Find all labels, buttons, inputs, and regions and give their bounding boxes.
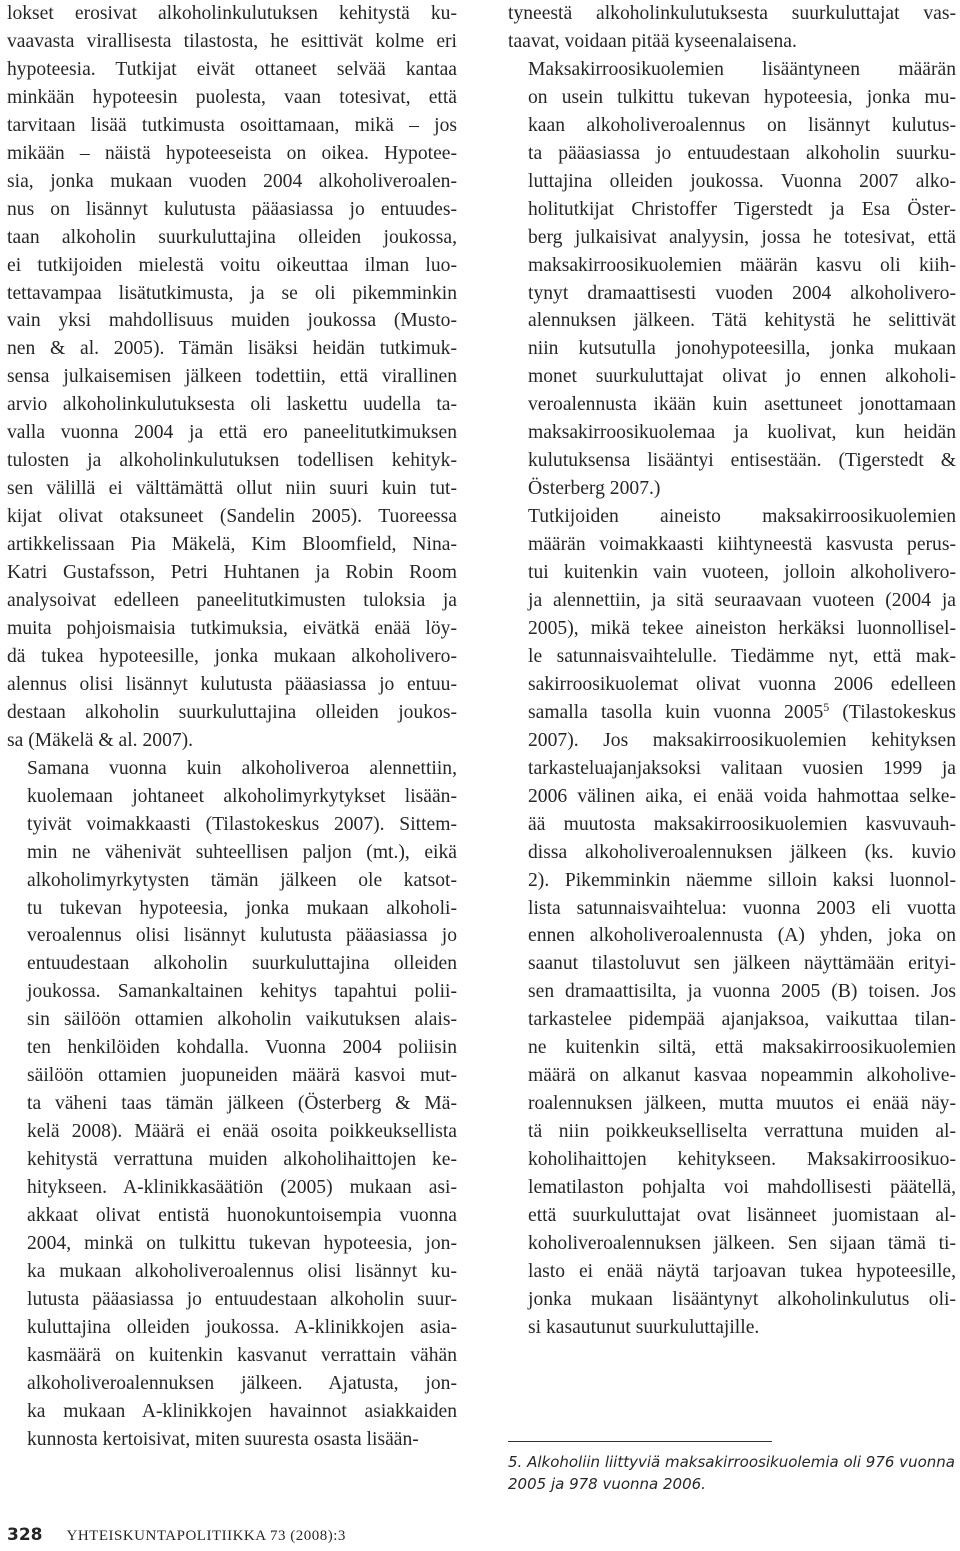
text-line: sensa julkaisemisen jälkeen todettiin, että virallinen — [7, 366, 457, 388]
text-line: Samana vuonna kuin alkoholiveroa alennettiin, — [27, 757, 457, 779]
text-line: mikään – näistä hypoteeseista on oikea. Hypotee- — [7, 142, 457, 164]
text-line: joukossa. Samankaltainen kehitys tapahtui polii- — [27, 981, 457, 1003]
text-line: akkaat olivat entistä huonokuntoisempia vuonna — [27, 1204, 457, 1226]
text-line: 2). Pikemminkin näemme silloin kaksi luonnol- — [528, 869, 956, 891]
text-line: tyivät voimakkaasti (Tilastokeskus 2007). Sittem- — [27, 813, 457, 835]
text-line: veroalennus olisi lisännyt kulutusta pääasiassa jo — [27, 925, 457, 947]
text-line: luttajina olleiden joukossa. Vuonna 2007 alko- — [528, 170, 956, 192]
paragraph — [508, 503, 956, 1342]
text-line: tu tukevan hypoteesia, jonka mukaan alkoholi- — [27, 897, 457, 919]
text-line: kulutuksensa lisääntyi entisestään. (Tigerstedt & — [528, 450, 956, 472]
text-line: tarvitaan lisää tutkimusta osoittamaan, mikä – jos — [7, 114, 457, 136]
text-line: ei tutkijoiden mielestä voitu oikeuttaa ilman luo- — [7, 254, 457, 276]
text-line: alennus olisi lisännyt kulutusta pääasiassa jo entuu- — [7, 673, 457, 695]
text-line: ta väheni taas tämän jälkeen (Österberg & Mä- — [27, 1093, 457, 1115]
text-line: dissa alkoholiveroalennuksen jälkeen (ks. kuvio — [528, 841, 956, 863]
text-line: määrän voimakkaasti kiihtyneestä kasvusta perus- — [528, 534, 956, 556]
text-line: valla vuonna 2004 ja että ero paneelitutkimuksen — [7, 422, 457, 444]
text-line: 2004, minkä on tulkittu tukevan hypoteesia, jon- — [27, 1232, 457, 1254]
text-line: tettavampaa lisätutkimusta, ja se oli pikemminkin — [7, 282, 457, 304]
journal-name: YHTEISKUNTAPOLITIIKKA 73 (2008):3 — [66, 1528, 346, 1544]
text-line: sen dramaattisilta, ja vuonna 2005 (B) toisen. Jos — [528, 981, 956, 1003]
text-line: hitykseen. A-klinikkasäätiön (2005) mukaan asi- — [27, 1177, 457, 1199]
text-line: ka mukaan alkoholiveroalennus olisi lisännyt ku- — [27, 1260, 457, 1282]
text-line: si kasautunut suurkuluttajille. — [528, 1316, 760, 1338]
text-line: hypoteesia. Tutkijat eivät ottaneet selvää kantaa — [7, 58, 457, 80]
text-line: Tutkijoiden aineisto maksakirroosikuolemien — [528, 506, 956, 528]
text-line: sen välillä ei välttämättä ollut niin suuri kuin tut- — [7, 478, 457, 500]
text-line: monet suurkuluttajat olivat jo ennen alkoholi- — [528, 366, 956, 388]
text-line: 2005), mikä tekee aineiston herkäksi luonnollisel- — [528, 617, 956, 639]
text-line: taavat, voidaan pitää kyseenalaisena. — [508, 30, 797, 52]
text-line: säilöön ottamien juopuneiden määrä kasvoi mut- — [27, 1065, 457, 1087]
text-line: 2006 välinen aika, ei enää voida hahmottaa selke- — [528, 785, 956, 807]
text-line: muita pohjoismaisia tutkimuksia, eivätkä enää löy- — [7, 617, 457, 639]
text-line: dä tukea hypoteesille, jonka mukaan alkoholivero- — [7, 645, 457, 667]
text-line: tynyt dramaattisesti vuoden 2004 alkoholivero- — [528, 282, 956, 304]
text-line: maksakirroosikuolemaa ja kuolivat, kun heidän — [528, 422, 956, 444]
text-line: veroalennusta ikään kuin asettuneet jonottamaan — [528, 394, 956, 416]
text-line: artikkelissaan Pia Mäkelä, Kim Bloomfield, Nina- — [7, 534, 457, 556]
text-line: ten henkilöiden kohdalla. Vuonna 2004 poliisin — [27, 1037, 457, 1059]
text-line: saanut tilastoluvut sen jälkeen näyttämään erityi- — [528, 953, 956, 975]
text-line: destaan alkoholin suurkuluttajina olleiden joukos- — [7, 701, 457, 723]
text-line: määrä on alkanut kasvaa nopeammin alkoholive- — [528, 1065, 956, 1087]
text-line: jonka mukaan lisääntynyt alkoholinkulutus oli- — [528, 1288, 956, 1310]
text-line: berg julkaisivat analyysin, jossa he totesivat, että — [528, 226, 956, 248]
text-line: kunnosta kertoisivat, miten suuresta osasta lisään- — [27, 1428, 419, 1450]
text-line: minkään hypoteesin puolesta, vaan totesivat, että — [7, 86, 457, 108]
text-line: vain yksi mahdollisuus muiden joukossa (Musto- — [7, 310, 457, 332]
text-line: ne kuitenkin siltä, että maksakirroosikuolemien — [528, 1037, 956, 1059]
text-line: tarkastelee pidempää ajanjaksoa, vaikuttaa tilan- — [528, 1009, 956, 1031]
text-line: sin säilöön ottamien alkoholin vaikutuksen alais- — [27, 1009, 457, 1031]
text-line: min ne vähenivät suhteellisen paljon (mt.), eikä — [27, 841, 457, 863]
text-line: Katri Gustafsson, Petri Huhtanen ja Robin Room — [7, 562, 457, 584]
text-line: sia, jonka mukaan vuoden 2004 alkoholiveroalen- — [7, 170, 457, 192]
text-line: niin kutsutulla jonohypoteesilla, jonka mukaan — [528, 338, 956, 360]
text-line: analysoivat edelleen paneelitutkimusten tuloksia ja — [7, 590, 457, 612]
paragraph — [7, 755, 457, 1454]
text-line: ennen alkoholiveroalennusta (A) yhden, joka on — [528, 925, 956, 947]
text-line: lasto ei enää näytä tarjoavan tukea hypoteesille, — [528, 1260, 956, 1282]
footnote-ref: 5 — [823, 699, 830, 714]
text-line: le satunnaisvaihtelulle. Tiedämme nyt, että mak- — [528, 645, 956, 667]
text-line: kuluttajina olleiden joukossa. A-klinikkojen asia- — [27, 1316, 457, 1338]
text-line: entuudestaan alkoholin suurkuluttajina olleiden — [27, 953, 457, 975]
text-line: sakirroosikuolemat olivat vuonna 2006 edelleen — [528, 673, 956, 695]
text-line: kelä 2008). Määrä ei enää osoita poikkeuksellista — [27, 1121, 457, 1143]
text-line: kehitystä verrattuna muiden alkoholihaittojen ke- — [27, 1149, 457, 1171]
text-line: tulosten ja alkoholinkulutuksen todellisen kehityk- — [7, 450, 457, 472]
paragraph — [508, 0, 956, 56]
text-line: tui kuitenkin vain vuoteen, jolloin alkoholivero- — [528, 562, 956, 584]
text-line: lutusta pääasiassa jo entuudestaan alkoholin suur- — [27, 1288, 457, 1310]
text-line: maksakirroosikuolemien määrän kasvu oli kiih- — [528, 254, 956, 276]
text-line: on usein tulkittu tukevan hypoteesia, jonka mu- — [528, 86, 956, 108]
text-line: ka mukaan A-klinikkojen havainnot asiakkaiden — [27, 1400, 457, 1422]
page-footer — [7, 1525, 346, 1549]
text-line: samalla tasolla kuin vuonna 2005$^5$ (Tilastokeskus — [528, 699, 956, 723]
footnote: 5. Alkoholiin liittyviä maksakirroosikuolemia oli 976 vuonna 2005 ja 978 vuonna 2006. — [508, 1453, 955, 1493]
paragraph — [508, 56, 956, 503]
text-line: Maksakirroosikuolemien lisääntyneen määrän — [528, 58, 956, 80]
text-line: nus on lisännyt kulutusta pääasiassa jo entuudes- — [7, 198, 457, 220]
text-line: Österberg 2007.) — [528, 478, 661, 500]
text-line: taan alkoholin suurkuluttajina olleiden joukossa, — [7, 226, 457, 248]
text-line: ää muutosta maksakirroosikuolemien kasvuvauh- — [528, 813, 956, 835]
text-line: ta pääasiassa jo entuudestaan alkoholin suurku- — [528, 142, 956, 164]
right-column — [508, 0, 956, 1342]
text-line: kasmäärä on kuitenkin kasvanut verrattain vähän — [27, 1344, 457, 1366]
footnote-divider — [508, 1441, 772, 1442]
text-line: koholihaittojen kehitykseen. Maksakirroosikuo- — [528, 1149, 956, 1171]
text-line: tyneestä alkoholinkulutuksesta suurkuluttajat vas- — [508, 3, 956, 24]
text-line: tarkasteluajanjaksoksi valitaan vuosien 1999 ja — [528, 757, 956, 779]
text-line: kuolemaan johtaneet alkoholimyrkytykset lisään- — [27, 785, 457, 807]
page-number: 328 — [7, 1525, 43, 1545]
text-fragment: (Tilastokeskus — [829, 701, 956, 723]
text-line: alkoholiveroalennuksen jälkeen. Ajatusta, jon- — [27, 1372, 457, 1394]
text-line: alkoholimyrkytysten tämän jälkeen ole katsot- — [27, 869, 457, 891]
text-line: ja alennettiin, ja sitä seuraavaan vuoteen (2004 ja — [528, 590, 956, 612]
left-column — [7, 0, 457, 1454]
text-line: lista satunnaisvaihtelua: vuonna 2003 eli vuotta — [528, 897, 956, 919]
text-line: vaavasta virallisesta tilastosta, he esittivät kolme eri — [7, 30, 457, 52]
text-line: koholiveroalennuksen jälkeen. Sen sijaan tämä ti- — [528, 1232, 956, 1254]
text-line: nen & al. 2005). Tämän lisäksi heidän tutkimuk- — [7, 338, 457, 360]
text-line: alennuksen jälkeen. Tätä kehitystä he selittivät — [528, 310, 956, 332]
text-line: että suurkuluttajat ovat lisänneet juomistaan al- — [528, 1204, 956, 1226]
text-line: sa (Mäkelä & al. 2007). — [7, 729, 194, 751]
text-line: holitutkijat Christoffer Tigerstedt ja Esa Öster- — [528, 198, 956, 220]
text-line: arvio alkoholinkulutuksesta oli laskettu uudella ta- — [7, 394, 457, 416]
text-line: kijat olivat otaksuneet (Sandelin 2005). Tuoreessa — [7, 506, 457, 528]
text-line: roalennuksen jälkeen, mutta muutos ei enää näy- — [528, 1093, 956, 1115]
text-line: 2007). Jos maksakirroosikuolemien kehityksen — [528, 729, 956, 751]
text-line: kaan alkoholiveroalennus on lisännyt kulutus- — [528, 114, 956, 136]
paragraph — [7, 0, 457, 755]
text-line: lematilaston pohjalta voi mahdollisesti päätellä, — [528, 1177, 956, 1199]
text-line: tä niin poikkeukselliselta verrattuna muiden al- — [528, 1121, 956, 1143]
text-line: lokset erosivat alkoholinkulutuksen kehitystä ku- — [7, 3, 457, 24]
